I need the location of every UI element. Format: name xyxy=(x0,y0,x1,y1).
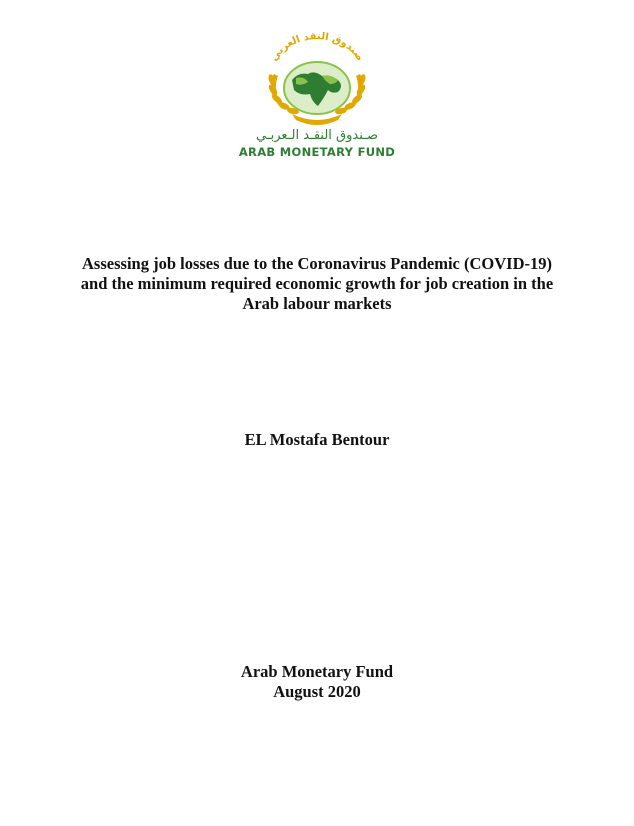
arabic-organization-name: صـندوق النقـد الـعربـي xyxy=(255,128,378,143)
publisher-block xyxy=(0,662,634,702)
arab-monetary-fund-logo xyxy=(0,22,634,159)
globe-emblem-icon xyxy=(252,22,382,126)
publisher-name: Arab Monetary Fund xyxy=(240,662,394,681)
document-title xyxy=(40,254,594,314)
english-organization-name: ARAB MONETARY FUND xyxy=(238,145,396,159)
logo-arc-text: صندوق النقد العربي xyxy=(268,31,366,64)
title-line: Assessing job losses due to the Coronavirus Pandemic (COVID-19) xyxy=(82,254,552,273)
publication-date: August 2020 xyxy=(273,682,361,701)
title-line: and the minimum required economic growth for job creation in the xyxy=(80,274,554,293)
title-line: Arab labour markets xyxy=(242,294,392,313)
author-name: EL Mostafa Bentour xyxy=(244,430,390,449)
